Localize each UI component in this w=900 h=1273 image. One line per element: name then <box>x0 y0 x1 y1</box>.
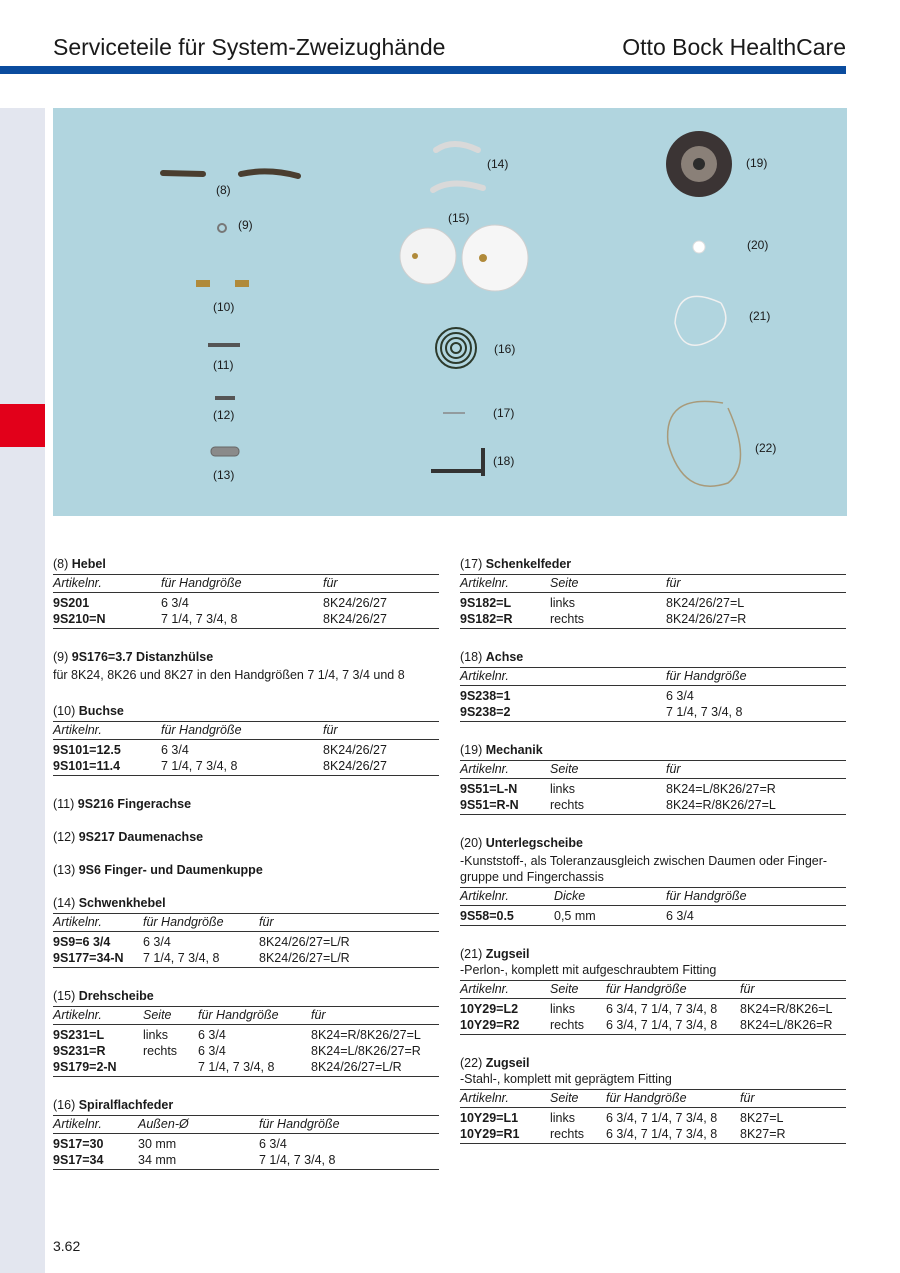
column-header: Artikelnr. <box>53 1007 143 1025</box>
column-header: Außen-Ø <box>138 1116 259 1134</box>
column-header: Dicke <box>554 888 666 906</box>
section-name: Drehscheibe <box>78 989 154 1003</box>
table-row: 9S238=1 6 3/4 <box>460 689 694 703</box>
column-header: für Handgröße <box>666 888 846 906</box>
column-header: für Handgröße <box>198 1007 311 1025</box>
section-name: 9S176=3.7 Distanzhülse <box>71 650 214 664</box>
section-number: (21) <box>460 947 483 961</box>
parts-table <box>460 574 846 629</box>
turntable-part <box>400 228 456 284</box>
section-schenkelfeder <box>460 556 846 629</box>
table-row: 9S231=L links 6 3/4 8K24=R/8K26/27=L <box>53 1028 421 1042</box>
table-row: 9S17=34 34 mm 7 1/4, 7 3/4, 8 <box>53 1152 439 1170</box>
table-row: 10Y29=L1 links 6 3/4, 7 1/4, 7 3/4, 8 8K27=L <box>460 1111 784 1125</box>
section-number: (12) <box>53 830 76 844</box>
table-row: 9S231=R rechts 6 3/4 8K24=L/8K26/27=R <box>53 1044 421 1058</box>
parts-table <box>460 1089 846 1144</box>
spacer-ring-part <box>218 224 226 232</box>
section-number: (20) <box>460 836 483 850</box>
column-header: für <box>666 575 846 593</box>
column-header: Artikelnr. <box>53 914 143 932</box>
turntable-part <box>462 225 528 291</box>
parts-table <box>53 574 439 629</box>
section-description: gruppe und Fingerchassis <box>460 870 604 884</box>
photo-label: (13) <box>213 468 235 482</box>
thumb-axle-part <box>215 396 235 400</box>
section-name: Zugseil <box>485 947 530 961</box>
section-description: -Stahl-, komplett mit geprägtem Fitting <box>460 1072 672 1086</box>
photo-label: (15) <box>448 211 470 225</box>
parts-table <box>53 721 439 776</box>
column-header: Artikelnr. <box>460 761 550 779</box>
section-description: -Kunststoff-, als Toleranzausgleich zwischen Daumen oder Finger- <box>460 854 828 868</box>
section-number: (8) <box>53 557 69 571</box>
table-row: 9S210=N 7 1/4, 7 3/4, 8 8K24/26/27 <box>53 611 439 629</box>
column-header: Seite <box>550 761 666 779</box>
finger-tip-part <box>211 447 239 456</box>
photo-label: (18) <box>493 454 515 468</box>
perlon-cable-part <box>675 296 726 345</box>
table-row: 9S177=34-N 7 1/4, 7 3/4, 8 8K24/26/27=L/R <box>53 950 439 968</box>
column-header: Artikelnr. <box>53 575 161 593</box>
column-header: für Handgröße <box>606 981 740 999</box>
table-row: 9S179=2-N 7 1/4, 7 3/4, 8 8K24/26/27=L/R <box>53 1059 439 1077</box>
table-row: 9S238=2 7 1/4, 7 3/4, 8 <box>460 704 846 722</box>
section-description: -Perlon-, komplett mit aufgeschraubtem Fitting <box>460 963 717 977</box>
section-number: (17) <box>460 557 483 571</box>
column-header: für Handgröße <box>259 1116 439 1134</box>
header-bar <box>0 66 846 74</box>
photo-label: (19) <box>746 156 768 170</box>
brand-name: Otto Bock HealthCare <box>622 34 846 60</box>
column-header: Seite <box>550 981 606 999</box>
side-strip <box>0 108 45 1273</box>
parts-table <box>53 1006 439 1077</box>
section-name: Zugseil <box>485 1056 530 1070</box>
column-header: für <box>323 575 439 593</box>
photo-label: (17) <box>493 406 515 420</box>
table-row: 9S101=12.5 6 3/4 8K24/26/27 <box>53 743 387 757</box>
section-number: (18) <box>460 650 483 664</box>
right-column <box>460 556 846 1144</box>
section-kuppe <box>53 862 439 880</box>
column-header: für <box>666 761 846 779</box>
parts-illustration <box>53 108 847 516</box>
column-header: für <box>740 981 846 999</box>
section-hebel <box>53 556 439 629</box>
table-row: 9S101=11.4 7 1/4, 7 3/4, 8 8K24/26/27 <box>53 758 439 776</box>
table-row: 10Y29=L2 links 6 3/4, 7 1/4, 7 3/4, 8 8K24=R/8K26=L <box>460 1002 833 1016</box>
column-header: Artikelnr. <box>460 981 550 999</box>
table-row: 9S51=R-N rechts 8K24=R/8K26/27=L <box>460 797 846 815</box>
column-header: für Handgröße <box>666 668 846 686</box>
section-daumenachse <box>53 829 439 847</box>
column-header: Artikelnr. <box>460 668 550 686</box>
section-name: Schwenkhebel <box>78 896 166 910</box>
column-header: Seite <box>550 575 666 593</box>
section-distanzhuelse <box>53 649 439 683</box>
column-header: Artikelnr. <box>460 888 554 906</box>
section-unterlegscheibe <box>460 835 846 926</box>
section-name: 9S216 Fingerachse <box>77 797 192 811</box>
parts-table <box>53 913 439 968</box>
section-number: (11) <box>53 797 75 811</box>
parts-table <box>460 980 846 1035</box>
parts-table <box>460 887 846 926</box>
section-zugseil-perlon <box>460 946 846 1035</box>
section-name: 9S6 Finger- und Daumenkuppe <box>78 863 263 877</box>
table-row: 10Y29=R2 rechts 6 3/4, 7 1/4, 7 3/4, 8 8K24=L/8K26=R <box>460 1017 846 1035</box>
section-name: 9S217 Daumenachse <box>78 830 204 844</box>
section-name: Achse <box>485 650 524 664</box>
table-row: 9S51=L-N links 8K24=L/8K26/27=R <box>460 782 776 796</box>
finger-axle-part <box>208 343 240 347</box>
section-name: Buchse <box>78 704 124 718</box>
washer-part <box>693 241 705 253</box>
section-schwenkhebel <box>53 895 439 968</box>
column-header: für <box>311 1007 439 1025</box>
section-buchse <box>53 703 439 776</box>
section-zugseil-stahl <box>460 1055 846 1144</box>
column-header: Seite <box>550 1090 606 1108</box>
column-header: Artikelnr. <box>460 575 550 593</box>
swing-lever-part <box>433 144 483 190</box>
section-number: (16) <box>53 1098 76 1112</box>
section-name: Hebel <box>71 557 106 571</box>
section-name: Unterlegscheibe <box>485 836 583 850</box>
column-header: für Handgröße <box>606 1090 740 1108</box>
section-number: (9) <box>53 650 69 664</box>
section-mechanik <box>460 742 846 815</box>
column-header: für <box>323 722 439 740</box>
column-header: Artikelnr. <box>53 1116 138 1134</box>
photo-label: (10) <box>213 300 235 314</box>
lever-part <box>163 171 298 176</box>
page-number: 3.62 <box>53 1238 81 1254</box>
photo-label: (11) <box>213 358 234 372</box>
page-title: Serviceteile für System-Zweizughände <box>53 34 446 60</box>
photo-label: (22) <box>755 441 777 455</box>
section-spiralflachfeder <box>53 1097 439 1170</box>
chapter-tab <box>0 404 45 447</box>
parts-table <box>460 760 846 815</box>
photo-label: (20) <box>747 238 769 252</box>
bushing-part <box>235 280 249 287</box>
spiral-spring-part <box>436 328 476 368</box>
section-name: Spiralflachfeder <box>78 1098 174 1112</box>
section-number: (15) <box>53 989 76 1003</box>
section-fingerachse <box>53 796 439 814</box>
photo-label: (9) <box>238 218 253 232</box>
column-header: Artikelnr. <box>53 722 161 740</box>
photo-label: (16) <box>494 342 516 356</box>
table-row: 9S17=30 30 mm 6 3/4 <box>53 1137 287 1151</box>
section-number: (22) <box>460 1056 483 1070</box>
photo-label: (8) <box>216 183 231 197</box>
axle-part <box>431 448 483 476</box>
column-header: für Handgröße <box>161 722 323 740</box>
product-photo <box>53 108 847 516</box>
section-name: Schenkelfeder <box>485 557 572 571</box>
steel-cable-part <box>668 401 741 486</box>
table-row: 9S58=0.5 0,5 mm 6 3/4 <box>460 906 846 926</box>
table-row: 9S9=6 3/4 6 3/4 8K24/26/27=L/R <box>53 935 350 949</box>
column-header: für <box>740 1090 846 1108</box>
table-row: 9S182=R rechts 8K24/26/27=R <box>460 611 846 629</box>
section-drehscheibe <box>53 988 439 1077</box>
column-header: für Handgröße <box>143 914 259 932</box>
left-column <box>53 556 439 1170</box>
table-row: 9S201 6 3/4 8K24/26/27 <box>53 596 387 610</box>
bushing-part <box>196 280 210 287</box>
photo-label: (14) <box>487 157 509 171</box>
section-number: (19) <box>460 743 483 757</box>
section-number: (10) <box>53 704 76 718</box>
column-header <box>550 668 666 686</box>
section-number: (13) <box>53 863 76 877</box>
photo-label: (12) <box>213 408 235 422</box>
column-header: für Handgröße <box>161 575 323 593</box>
column-header: Seite <box>143 1007 198 1025</box>
photo-label: (21) <box>749 309 771 323</box>
column-header: für <box>259 914 439 932</box>
table-row: 9S182=L links 8K24/26/27=L <box>460 596 745 610</box>
parts-table <box>53 1115 439 1170</box>
section-name: Mechanik <box>485 743 543 757</box>
section-description: für 8K24, 8K26 und 8K27 in den Handgrößen 7 1/4, 7 3/4 und 8 <box>53 668 405 682</box>
parts-table <box>460 667 846 722</box>
section-achse <box>460 649 846 722</box>
table-row: 10Y29=R1 rechts 6 3/4, 7 1/4, 7 3/4, 8 8K27=R <box>460 1126 846 1144</box>
section-number: (14) <box>53 896 76 910</box>
column-header: Artikelnr. <box>460 1090 550 1108</box>
